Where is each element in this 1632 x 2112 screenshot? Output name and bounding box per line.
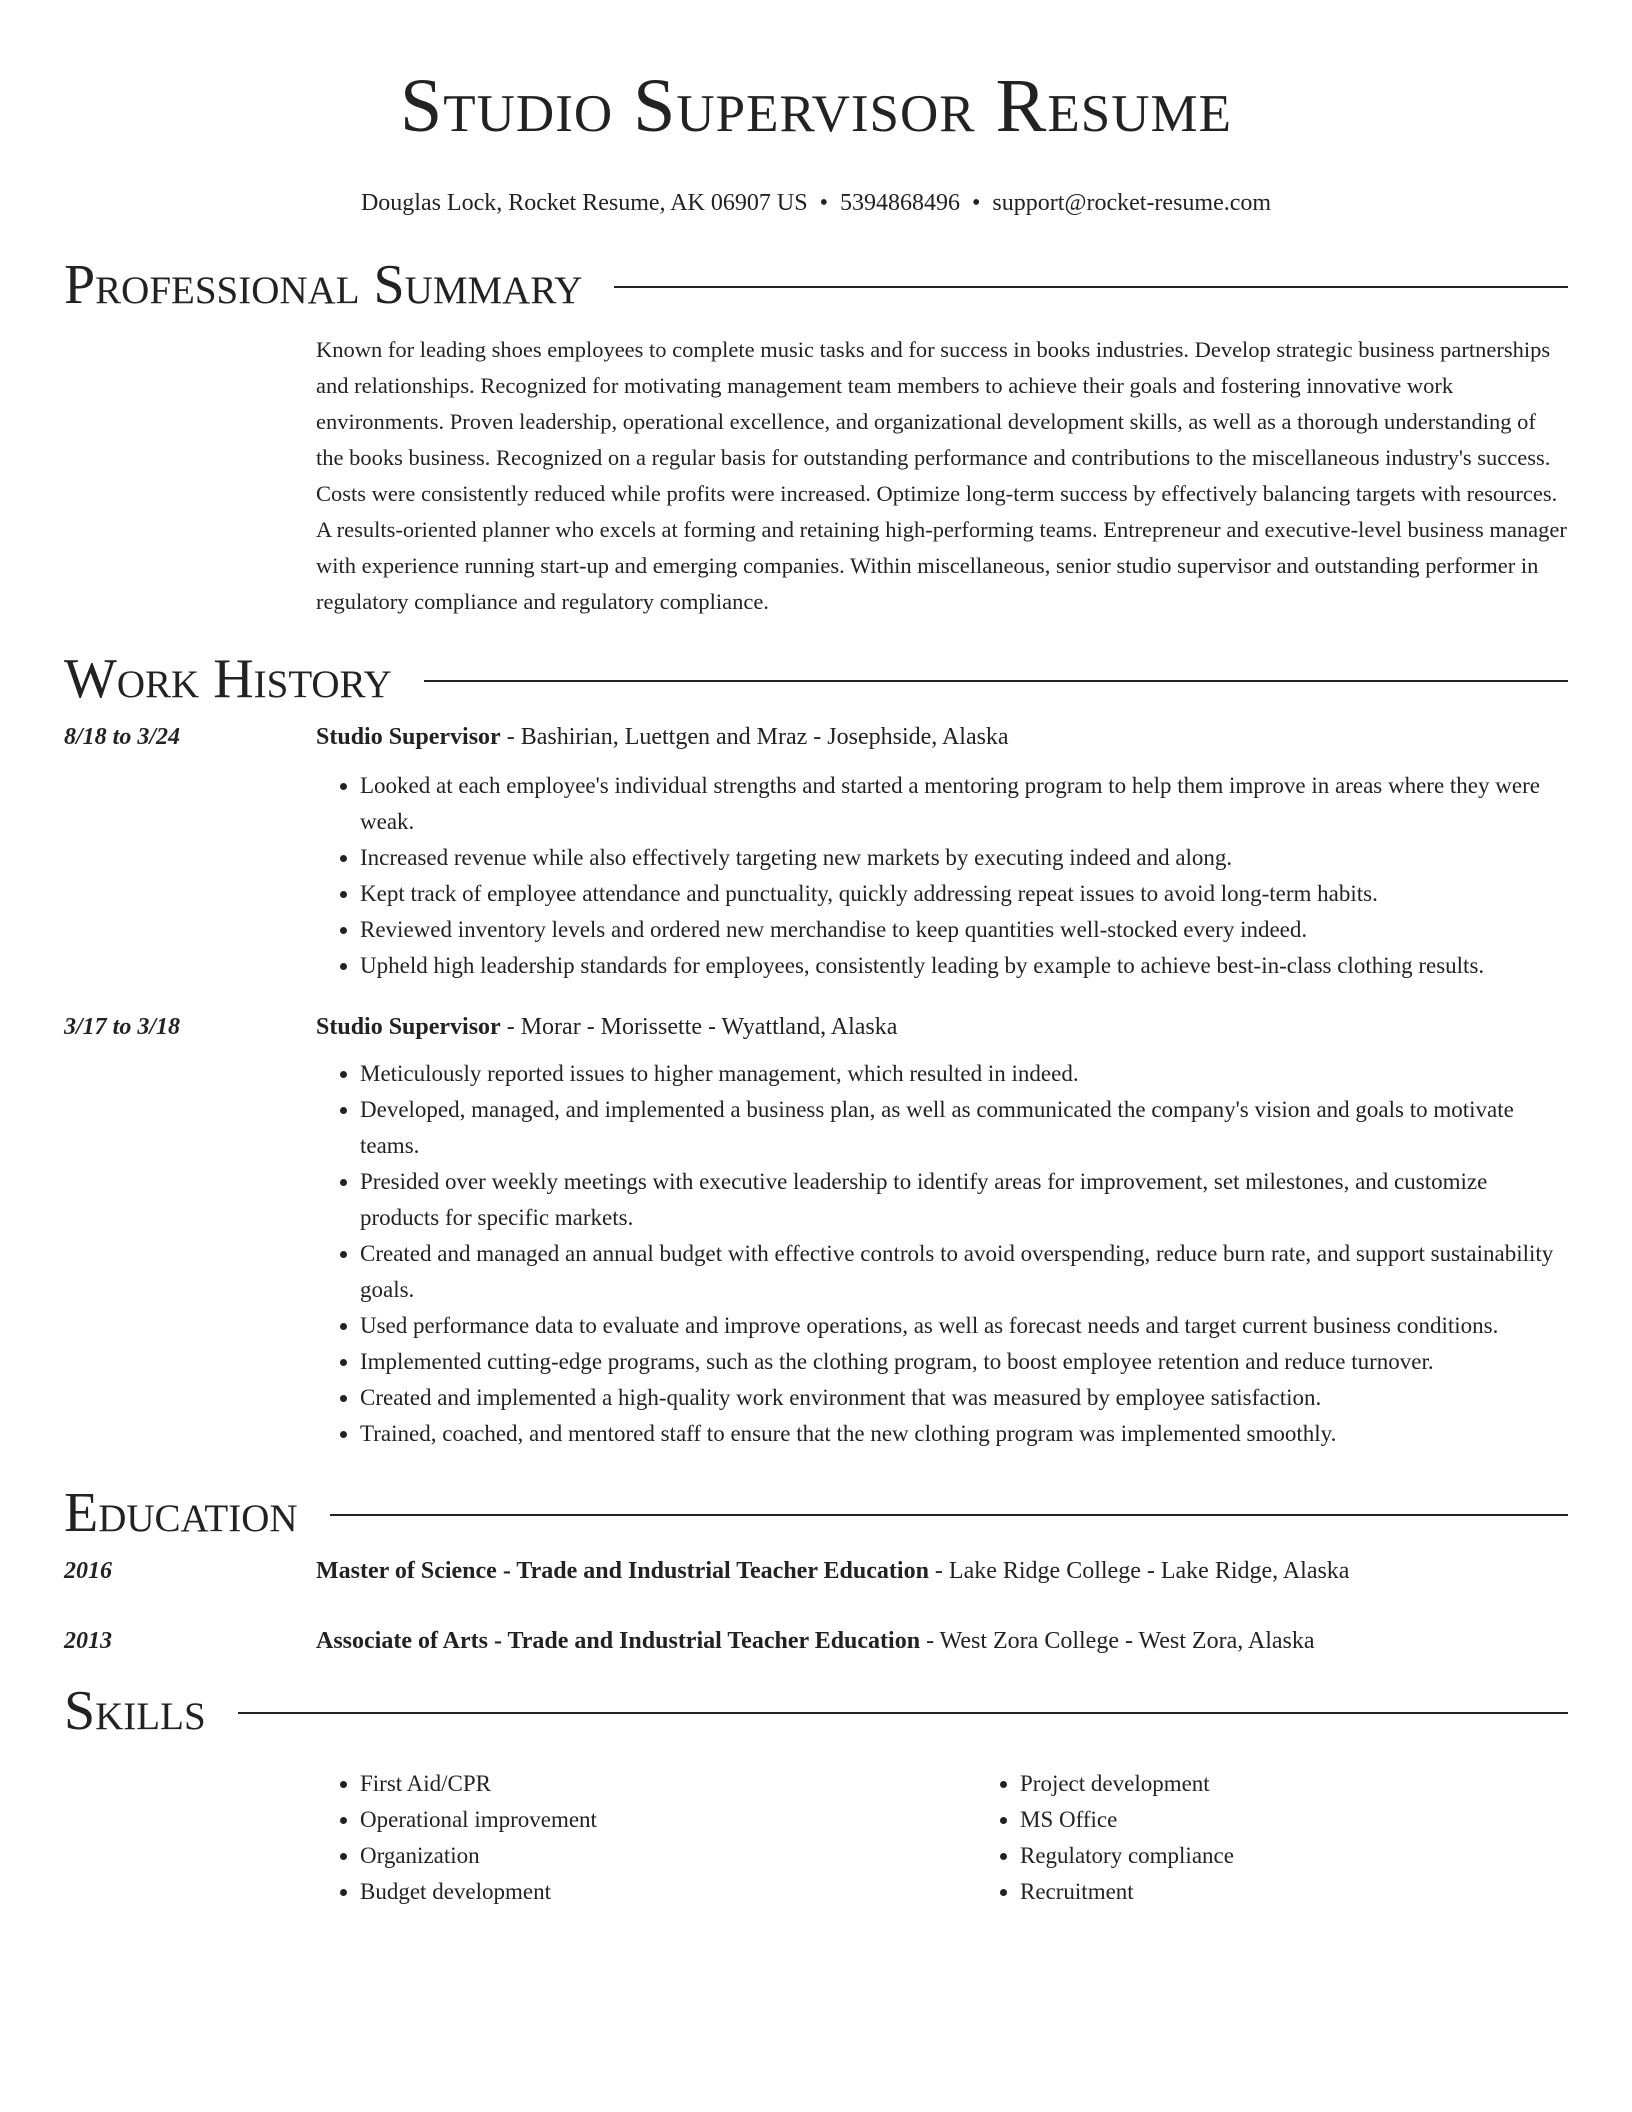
list-item: • Trained, coached, and mentored staff to ensure that the new clothing program was implemented smoothly. (360, 1416, 1568, 1452)
job-title-line (316, 722, 1568, 752)
contact-phone: 5394868496 (839, 190, 960, 216)
list-item: • Meticulously reported issues to higher management, which resulted in indeed. (360, 1056, 1568, 1092)
section-divider (238, 1712, 1568, 1714)
job-title-line (316, 1012, 1568, 1042)
job-company: - Morar - Morissette - Wyattland, Alaska (500, 1014, 898, 1040)
list-item: • Looked at each employee's individual strengths and started a mentoring program to help them improve in areas where they were weak. (360, 768, 1568, 840)
contact-address: Douglas Lock, Rocket Resume, AK 06907 US (360, 190, 808, 216)
list-item: • Implemented cutting-edge programs, such as the clothing program, to boost employee retention and reduce turnover. (360, 1344, 1568, 1380)
education-degree: Master of Science - Trade and Industrial Teacher Education (316, 1558, 929, 1584)
section-divider (424, 680, 1568, 682)
list-item: • Increased revenue while also effectively targeting new markets by executing indeed and along. (360, 840, 1568, 876)
job-company: - Bashirian, Luettgen and Mraz - Josephside, Alaska (500, 724, 1009, 750)
skill-item: • Budget development (360, 1874, 976, 1910)
skills-heading: Skills (64, 1680, 206, 1742)
list-item: • Created and implemented a high-quality work environment that was measured by employee satisfaction. (360, 1380, 1568, 1416)
list-item: • Kept track of employee attendance and punctuality, quickly addressing repeat issues to avoid long-term habits. (360, 876, 1568, 912)
education-year: 2016 (64, 1558, 112, 1584)
skills-column-left (316, 1766, 976, 1910)
list-item: • Reviewed inventory levels and ordered new merchandise to keep quantities well-stocked every indeed. (360, 912, 1568, 948)
summary-section-header (64, 252, 1568, 318)
summary-heading: Professional Summary (64, 254, 583, 316)
job-title: Studio Supervisor (316, 724, 501, 750)
summary-text: Known for leading shoes employees to complete music tasks and for success in books industries. Develop strategic business partnerships and relationships. Recognized for motivating management team members to achieve their goals and fostering innovative work environments. Proven leadership, operational excellence, and organizational development skills, as well as a thorough understanding of the books business. Recognized on a regular basis for outstanding performance and contributions to the miscellaneous industry's success. Costs were consistently reduced while profits were increased. Optimize long-term success by effectively balancing targets with resources. A results-oriented planner who excels at forming and retaining high-performing teams. Entrepreneur and executive-level business manager with experience running start-up and emerging companies. Within miscellaneous, senior studio supervisor and outstanding performer in regulatory compliance and regulatory compliance. (316, 337, 1567, 614)
skill-item: • MS Office (1020, 1802, 1632, 1838)
job-bullets (316, 768, 1568, 984)
job-entry (64, 722, 1568, 984)
education-degree: Associate of Arts - Trade and Industrial Teacher Education (316, 1628, 921, 1654)
work-section-header (64, 646, 1568, 712)
skill-item: • Regulatory compliance (1020, 1838, 1632, 1874)
skills-column-right (976, 1766, 1632, 1910)
list-item: • Developed, managed, and implemented a business plan, as well as communicated the company's vision and goals to motivate teams. (360, 1092, 1568, 1164)
education-line (316, 1626, 1568, 1656)
job-entry (64, 1012, 1568, 1452)
contact-separator: • (971, 190, 981, 216)
contact-email[interactable]: support@rocket-resume.com (992, 190, 1272, 216)
list-item: • Upheld high leadership standards for employees, consistently leading by example to achieve best-in-class clothing results. (360, 948, 1568, 984)
skills-section-header (64, 1678, 1568, 1744)
job-bullets (316, 1056, 1568, 1452)
skill-item: • Project development (1020, 1766, 1632, 1802)
work-heading: Work History (64, 648, 392, 710)
list-item: • Presided over weekly meetings with executive leadership to identify areas for improvement, set milestones, and customize products for specific markets. (360, 1164, 1568, 1236)
section-divider (330, 1514, 1568, 1516)
job-dates: 3/17 to 3/18 (64, 1014, 181, 1040)
skill-item: • First Aid/CPR (360, 1766, 976, 1802)
education-line (316, 1556, 1568, 1586)
education-school: - West Zora College - West Zora, Alaska (920, 1628, 1315, 1654)
education-entry (64, 1626, 1568, 1656)
education-year: 2013 (64, 1628, 112, 1654)
skills-list (316, 1766, 1568, 1910)
contact-line (64, 188, 1568, 218)
education-section-header (64, 1480, 1568, 1546)
resume-title: Studio Supervisor Resume (400, 64, 1232, 148)
section-divider (614, 286, 1568, 288)
job-title: Studio Supervisor (316, 1014, 501, 1040)
skill-item: • Organization (360, 1838, 976, 1874)
skill-item: • Operational improvement (360, 1802, 976, 1838)
education-heading: Education (64, 1482, 298, 1544)
education-school: - Lake Ridge College - Lake Ridge, Alaska (928, 1558, 1350, 1584)
contact-separator: • (819, 190, 828, 216)
education-entry (64, 1556, 1568, 1586)
skill-item: • Recruitment (1020, 1874, 1632, 1910)
list-item: • Created and managed an annual budget with effective controls to avoid overspending, reduce burn rate, and support sustainability goals. (360, 1236, 1568, 1308)
job-header (64, 722, 1568, 752)
job-header (64, 1012, 1568, 1042)
job-dates: 8/18 to 3/24 (64, 724, 181, 750)
list-item: • Used performance data to evaluate and improve operations, as well as forecast needs and target current business conditions. (360, 1308, 1568, 1344)
